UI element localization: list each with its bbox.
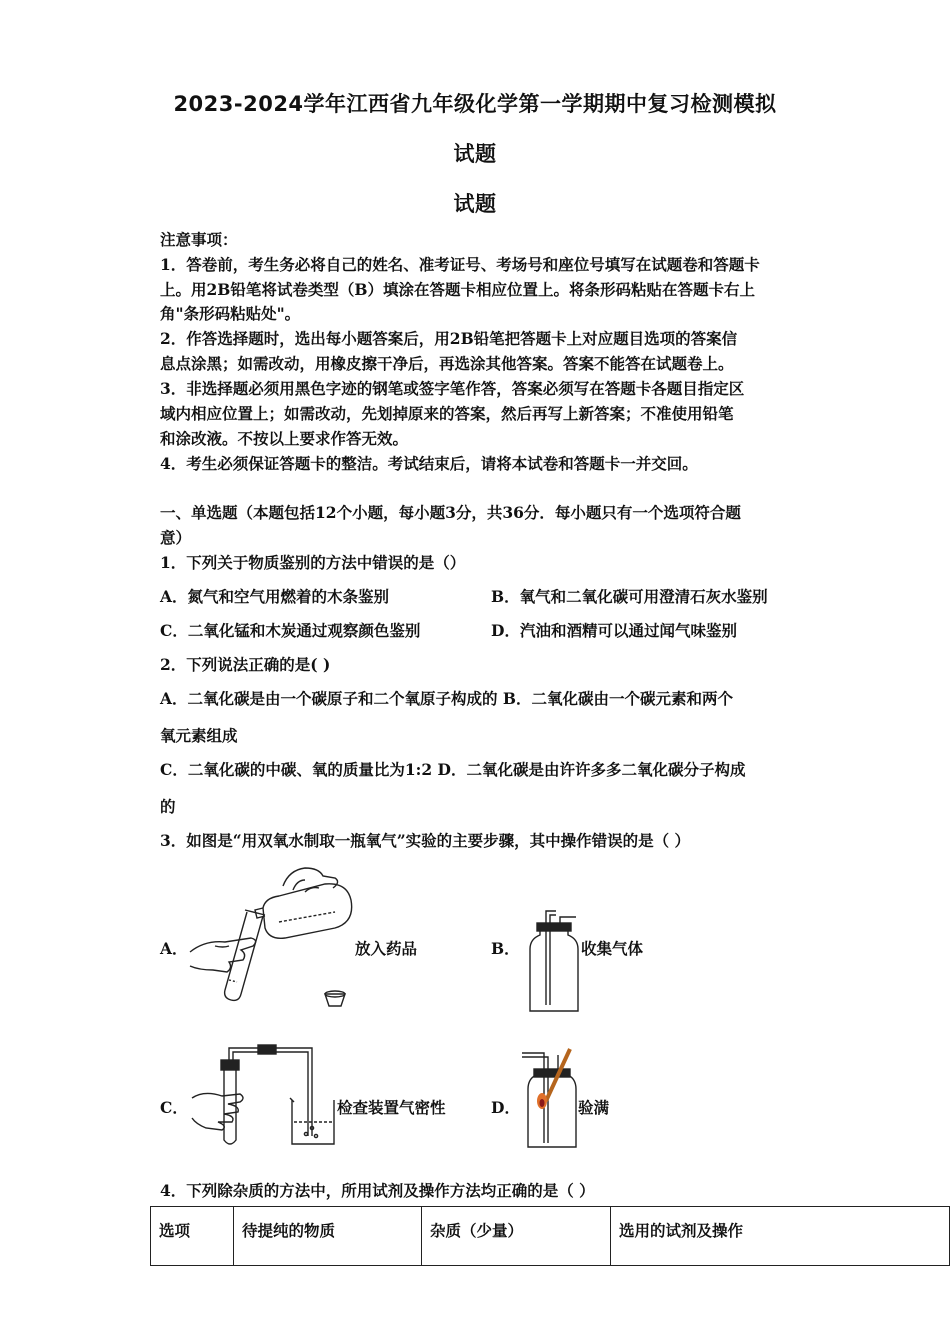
q2-options-ab-cont: 氧元素组成 <box>160 726 238 745</box>
q2-stem: 2．下列说法正确的是( ) <box>160 655 331 674</box>
notice-line: 角"条形码粘贴处"。 <box>160 304 301 323</box>
q3-option-d-label: D． <box>491 1098 520 1117</box>
notice-line: 和涂改液。不按以上要求作答无效。 <box>160 429 409 448</box>
table-header-cell: 待提纯的物质 <box>234 1207 422 1266</box>
q2-options-cd: C．二氧化碳的中碳、氧的质量比为1:2 D．二氧化碳是由许许多多二氧化碳分子构成 <box>160 760 746 779</box>
notice-line: 上。用2B铅笔将试卷类型（B）填涂在答题卡相应位置上。将条形码粘贴在答题卡右上 <box>160 280 755 299</box>
q1-option-d: D．汽油和酒精可以通过闻气味鉴别 <box>491 621 737 640</box>
q3-option-c-caption: 检查装置气密性 <box>337 1098 446 1117</box>
q2-options-cd-cont: 的 <box>160 797 176 816</box>
page-title: 2023-2024学年江西省九年级化学第一学期期中复习检测模拟 <box>173 92 777 116</box>
notice-line: 息点涂黑；如需改动，用橡皮擦干净后，再选涂其他答案。答案不能答在试题卷上。 <box>160 354 734 373</box>
table-header-row <box>151 1207 950 1266</box>
q4-stem: 4．下列除杂质的方法中，所用试剂及操作方法均正确的是（ ） <box>160 1181 595 1200</box>
notice-line: 3．非选择题必须用黑色字迹的钢笔或签字笔作答，答案必须写在答题卡各题目指定区 <box>160 379 745 398</box>
table-header-cell: 杂质（少量） <box>422 1207 611 1266</box>
q3-stem: 3．如图是“用双氧水制取一瓶氧气”实验的主要步骤，其中操作错误的是（ ） <box>160 831 691 850</box>
pouring-liquid-illustration <box>185 862 360 1012</box>
q1-option-c: C．二氧化锰和木炭通过观察颜色鉴别 <box>160 621 421 640</box>
notice-line: 2．作答选择题时，选出每小题答案后，用2B铅笔把答题卡上对应题目选项的答案信 <box>160 329 738 348</box>
q3-option-b-caption: 收集气体 <box>581 939 644 958</box>
q3-option-a-label: A． <box>160 939 188 958</box>
gas-collecting-bottle-illustration <box>518 905 588 1017</box>
q2-options-ab: A．二氧化碳是由一个碳原子和二个氧原子构成的 B．二氧化碳由一个碳元素和两个 <box>160 689 734 708</box>
q1-stem: 1．下列关于物质鉴别的方法中错误的是（） <box>160 553 466 572</box>
q3-option-a-caption: 放入药品 <box>355 939 418 958</box>
q3-option-d-caption: 验满 <box>578 1098 610 1117</box>
q1-option-b: B．氧气和二氧化碳可用澄清石灰水鉴别 <box>491 587 768 606</box>
table-header-cell: 选项 <box>151 1207 234 1266</box>
q3-option-b-label: B． <box>491 939 520 958</box>
notice-line: 4．考生必须保证答题卡的整洁。考试结束后，请将本试卷和答题卡一并交回。 <box>160 454 698 473</box>
notice-line: 1．答卷前，考生务必将自己的姓名、准考证号、考场号和座位号填写在试题卷和答题卡 <box>160 255 760 274</box>
q4-table <box>150 1206 950 1266</box>
notice-heading: 注意事项： <box>160 230 238 249</box>
q3-option-c-label: C． <box>160 1098 188 1117</box>
section-heading: 一、单选题（本题包括12个小题，每小题3分，共36分．每小题只有一个选项符合题 <box>160 503 741 522</box>
airtightness-check-illustration <box>188 1040 338 1152</box>
page-title-line2: 试题 <box>453 142 497 166</box>
section-heading-cont: 意） <box>160 528 192 547</box>
notice-line: 域内相应位置上；如需改动，先划掉原来的答案，然后再写上新答案；不准使用铅笔 <box>160 404 734 423</box>
page-subtitle: 试题 <box>453 192 497 216</box>
table-header-cell: 选用的试剂及操作 <box>611 1207 950 1266</box>
q1-option-a: A．氮气和空气用燃着的木条鉴别 <box>160 587 390 606</box>
